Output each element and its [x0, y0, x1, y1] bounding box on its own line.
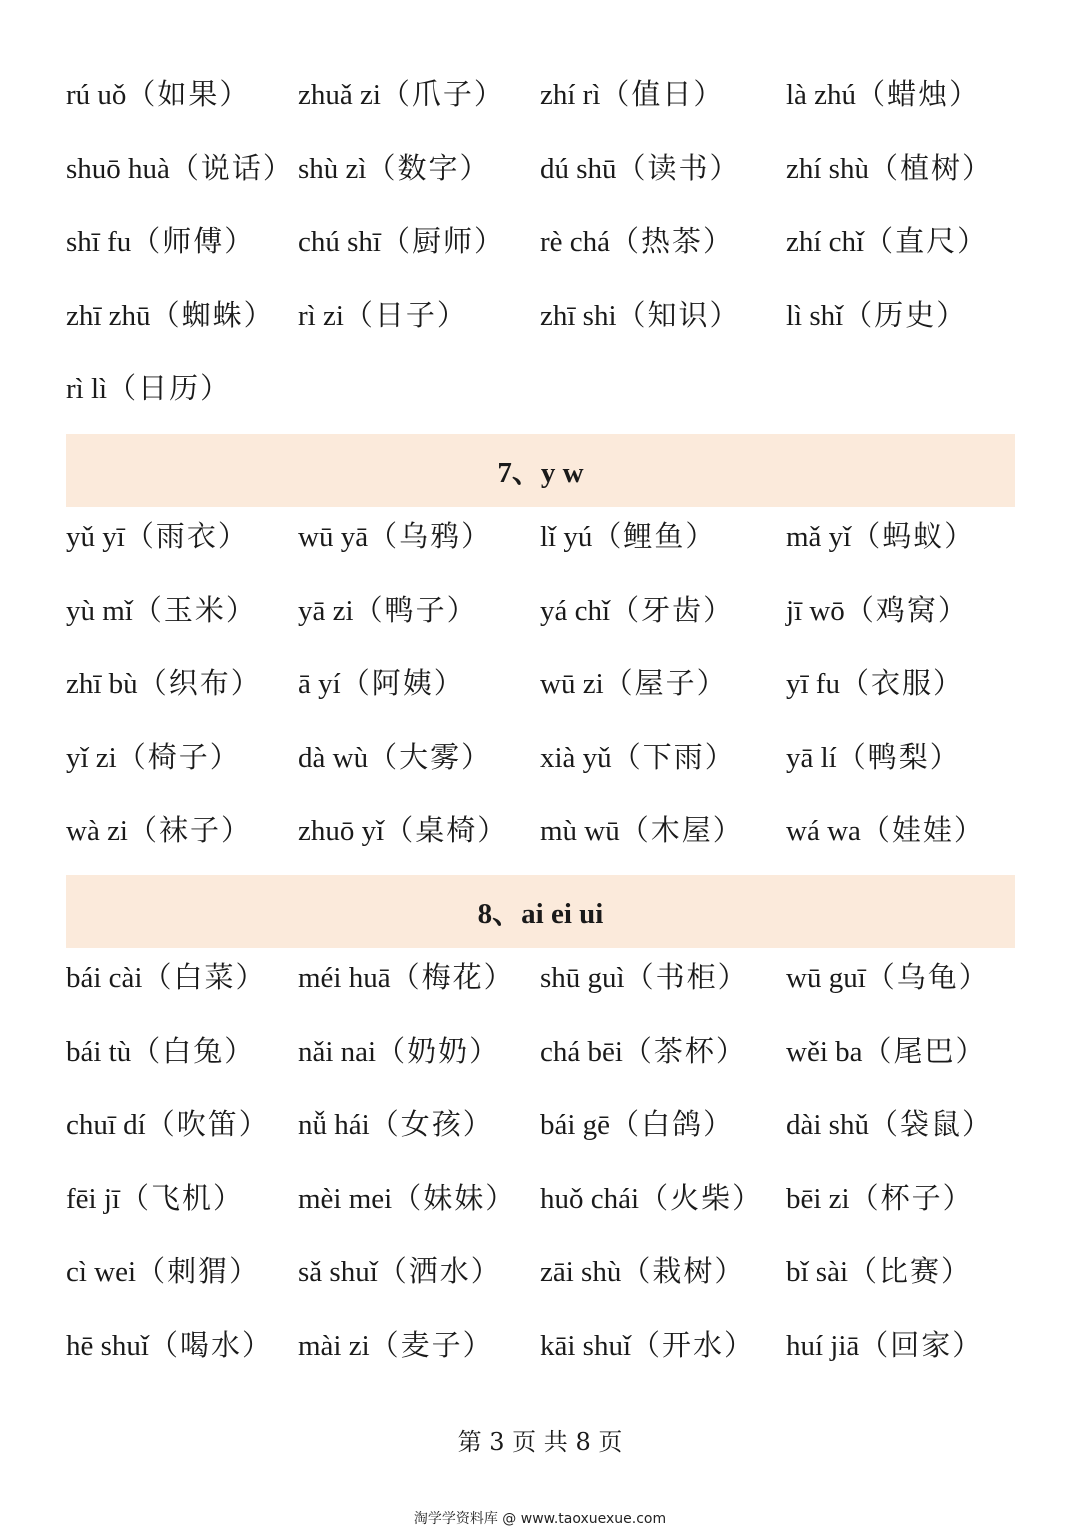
chinese-word: （椅子） [116, 739, 241, 774]
chinese-word: （植树） [868, 150, 993, 185]
pinyin-text: ā yí [298, 668, 341, 701]
word-entry [298, 205, 505, 279]
chinese-word: （杯子） [849, 1180, 974, 1215]
word-entry [66, 58, 250, 132]
word-entry [66, 721, 241, 795]
pinyin-text: lǐ yú [540, 521, 593, 553]
pinyin-text: wū zi [540, 668, 604, 701]
chinese-word: （如果） [126, 77, 251, 111]
chinese-word: （洒水） [377, 1254, 502, 1289]
pinyin-text: dài shǔ [786, 1109, 869, 1142]
word-row [66, 132, 1015, 206]
chinese-word: （木屋） [619, 813, 744, 848]
pinyin-text: nǚ hái [298, 1109, 370, 1142]
word-entry [298, 132, 490, 206]
word-row [66, 1235, 1015, 1309]
word-entry [786, 721, 961, 795]
word-entry [786, 205, 988, 279]
chinese-word: （茶杯） [622, 1033, 747, 1068]
pinyin-text: wà zi [66, 815, 128, 848]
word-entry [786, 1088, 993, 1162]
pinyin-text: bái tù [66, 1035, 132, 1068]
section-header: 7、y w [66, 434, 1015, 507]
word-row [66, 574, 1015, 648]
pinyin-text: wū guī [786, 962, 866, 994]
chinese-word: （乌鸦） [368, 519, 493, 553]
word-entry [66, 1088, 270, 1162]
word-entry [298, 1088, 494, 1162]
word-row [66, 1015, 1015, 1089]
pinyin-text: zhí shù [786, 152, 869, 185]
chinese-word: （日子） [343, 297, 468, 332]
word-row [66, 794, 1015, 868]
word-entry [540, 794, 744, 868]
word-entry [540, 1088, 734, 1162]
word-entry [540, 647, 728, 721]
word-entry [540, 941, 749, 1015]
pinyin-text: zhuǎ zi [298, 79, 381, 111]
chinese-word: （衣服） [839, 666, 964, 701]
chinese-word: （读书） [616, 150, 741, 185]
pinyin-text: là zhú [786, 79, 857, 111]
pinyin-text: mèi mei [298, 1182, 393, 1215]
pinyin-text: zhí rì [540, 79, 601, 111]
pinyin-text: zhī bù [66, 668, 138, 701]
word-entry [540, 1015, 747, 1089]
chinese-word: （娃娃） [860, 813, 985, 848]
pinyin-text: zhī zhū [66, 299, 151, 332]
chinese-word: （直尺） [864, 224, 989, 259]
word-entry [786, 1309, 983, 1383]
chinese-word: （比赛） [848, 1254, 973, 1289]
word-entry [786, 1162, 974, 1236]
word-entry [298, 1162, 516, 1236]
word-entry [298, 941, 515, 1015]
word-entry [540, 279, 741, 353]
word-row [66, 279, 1015, 353]
chinese-word: （白鸽） [610, 1107, 735, 1142]
word-entry [540, 1309, 755, 1383]
pinyin-text: huí jiā [786, 1329, 860, 1362]
pinyin-text: wá wa [786, 815, 861, 848]
chinese-word: （鸭梨） [836, 739, 961, 774]
word-entry [66, 941, 267, 1015]
word-entry [298, 279, 468, 353]
word-row [66, 647, 1015, 721]
word-entry [786, 500, 975, 574]
word-row [66, 1088, 1015, 1162]
word-entry [786, 132, 993, 206]
chinese-word: （麦子） [369, 1327, 494, 1362]
pinyin-text: mù wū [540, 815, 620, 848]
pinyin-text: kāi shuǐ [540, 1329, 632, 1362]
chinese-word: （蚂蚁） [851, 519, 976, 553]
chinese-word: （雨衣） [124, 519, 249, 553]
pinyin-text: dà wù [298, 741, 369, 774]
section-header: 8、ai ei ui [66, 875, 1015, 948]
pinyin-text: shuō huà [66, 152, 170, 185]
word-entry [298, 794, 508, 868]
pinyin-text: wū yā [298, 521, 369, 553]
page-number: 第 3 页 共 8 页 [457, 1428, 623, 1456]
word-entry [298, 1235, 502, 1309]
word-row [66, 500, 1015, 574]
word-entry [66, 132, 294, 206]
word-entry [66, 279, 275, 353]
chinese-word: （鸭子） [353, 592, 478, 627]
chinese-word: （尾巴） [862, 1033, 987, 1068]
pinyin-text: zhī shi [540, 299, 617, 332]
word-entry [298, 1309, 494, 1383]
word-entry [298, 58, 505, 132]
pinyin-text: méi huā [298, 962, 391, 994]
chinese-word: （白兔） [131, 1033, 256, 1068]
pinyin-text: mǎ yǐ [786, 521, 852, 553]
pinyin-text: bēi zi [786, 1182, 850, 1215]
chinese-word: （知识） [616, 297, 741, 332]
pinyin-text: huǒ chái [540, 1182, 640, 1215]
chinese-word: （奶奶） [376, 1033, 501, 1068]
pinyin-text: hē shuǐ [66, 1329, 149, 1362]
word-row [66, 58, 1015, 132]
chinese-word: （桌椅） [384, 813, 509, 848]
chinese-word: （白菜） [142, 960, 267, 994]
chinese-word: （鸡窝） [844, 592, 969, 627]
chinese-word: （厨师） [380, 224, 505, 259]
pinyin-text: chá bēi [540, 1035, 623, 1068]
chinese-word: （栽树） [621, 1254, 746, 1289]
pinyin-text: cì wei [66, 1256, 137, 1289]
word-entry [66, 574, 257, 648]
word-entry [786, 941, 990, 1015]
word-entry [66, 500, 249, 574]
word-entry [786, 794, 985, 868]
word-entry [66, 1235, 260, 1309]
chinese-word: （鲤鱼） [592, 519, 717, 553]
word-entry [540, 574, 734, 648]
word-entry [786, 1015, 987, 1089]
pinyin-text: rì lì [66, 373, 108, 406]
word-entry [66, 1162, 244, 1236]
chinese-word: （蜘蛛） [150, 297, 275, 332]
pinyin-text: bǐ sài [786, 1256, 849, 1289]
chinese-word: （玉米） [132, 592, 257, 627]
pinyin-text: yù mǐ [66, 594, 133, 627]
chinese-word: （值日） [600, 77, 725, 111]
pinyin-text: zhuō yǐ [298, 815, 385, 848]
chinese-word: （回家） [859, 1327, 984, 1362]
chinese-word: （日历） [107, 371, 232, 406]
chinese-word: （妹妹） [392, 1180, 517, 1215]
pinyin-text: chuī dí [66, 1109, 146, 1142]
pinyin-text: shù zì [298, 152, 367, 185]
pinyin-text: yǔ yī [66, 521, 125, 553]
word-entry [66, 647, 262, 721]
pinyin-text: bái gē [540, 1109, 611, 1142]
chinese-word: （开水） [631, 1327, 756, 1362]
word-row [66, 205, 1015, 279]
chinese-word: （爪子） [380, 77, 505, 111]
pinyin-text: xià yǔ [540, 741, 612, 774]
pinyin-text: shū guì [540, 962, 625, 994]
word-list [66, 500, 1015, 868]
pinyin-text: yā zi [298, 594, 354, 627]
chinese-word: （说话） [169, 150, 294, 185]
word-row [66, 352, 1015, 426]
pinyin-text: yī fu [786, 668, 840, 701]
chinese-word: （热茶） [610, 224, 735, 259]
word-entry [540, 721, 736, 795]
word-entry [298, 647, 465, 721]
pinyin-text: bái cài [66, 962, 143, 994]
chinese-word: （数字） [366, 150, 491, 185]
pinyin-text: zāi shù [540, 1256, 622, 1289]
chinese-word: （下雨） [611, 739, 736, 774]
pinyin-text: yǐ zi [66, 741, 117, 774]
word-entry [66, 1309, 273, 1383]
pinyin-text: dú shū [540, 152, 617, 185]
word-entry [786, 58, 980, 132]
source-watermark: 淘学学资料库 @ www.taoxuexue.com [413, 1511, 667, 1527]
pinyin-text: lì shǐ [786, 299, 844, 332]
chinese-word: （师傅） [131, 224, 256, 259]
pinyin-text: rè chá [540, 226, 611, 259]
pinyin-text: jī wō [786, 594, 845, 627]
word-row [66, 721, 1015, 795]
word-list [66, 941, 1015, 1383]
word-entry [540, 1235, 745, 1309]
chinese-word: （织布） [137, 666, 262, 701]
word-row [66, 1309, 1015, 1383]
word-entry [66, 205, 255, 279]
word-entry [298, 1015, 500, 1089]
chinese-word: （蜡烛） [856, 77, 981, 111]
word-entry [540, 132, 741, 206]
pinyin-text: nǎi nai [298, 1035, 377, 1068]
word-entry [66, 352, 231, 426]
word-entry [786, 574, 969, 648]
word-entry [786, 1235, 972, 1309]
pinyin-text: chú shī [298, 226, 381, 259]
word-entry [298, 721, 492, 795]
word-entry [540, 205, 734, 279]
chinese-word: （袋鼠） [868, 1107, 993, 1142]
word-entry [298, 500, 492, 574]
chinese-word: （屋子） [603, 666, 728, 701]
word-entry [66, 794, 252, 868]
chinese-word: （阿姨） [340, 666, 465, 701]
word-row [66, 941, 1015, 1015]
word-list [66, 58, 1015, 426]
word-entry [540, 1162, 763, 1236]
word-entry [540, 500, 716, 574]
pinyin-text: yá chǐ [540, 594, 611, 627]
chinese-word: （喝水） [148, 1327, 273, 1362]
pinyin-text: wěi ba [786, 1035, 863, 1068]
pinyin-text: yā lí [786, 741, 837, 774]
chinese-word: （书柜） [624, 960, 749, 994]
chinese-word: （刺猬） [136, 1254, 261, 1289]
word-entry [540, 58, 724, 132]
word-row [66, 1162, 1015, 1236]
chinese-word: （梅花） [390, 960, 515, 994]
chinese-word: （女孩） [369, 1107, 494, 1142]
pinyin-text: mài zi [298, 1329, 370, 1362]
pinyin-text: sǎ shuǐ [298, 1256, 378, 1289]
chinese-word: （火柴） [639, 1180, 764, 1215]
pinyin-text: fēi jī [66, 1182, 120, 1215]
chinese-word: （乌龟） [865, 960, 990, 994]
chinese-word: （历史） [843, 297, 968, 332]
pinyin-text: shī fu [66, 226, 132, 259]
word-entry [298, 574, 478, 648]
chinese-word: （牙齿） [610, 592, 735, 627]
word-entry [66, 1015, 255, 1089]
chinese-word: （飞机） [119, 1180, 244, 1215]
pinyin-text: rì zi [298, 299, 344, 332]
word-entry [786, 279, 967, 353]
chinese-word: （吹笛） [145, 1107, 270, 1142]
pinyin-text: zhí chǐ [786, 226, 865, 259]
pinyin-text: rú uǒ [66, 79, 127, 111]
word-entry [786, 647, 964, 721]
chinese-word: （袜子） [128, 813, 253, 848]
chinese-word: （大雾） [368, 739, 493, 774]
